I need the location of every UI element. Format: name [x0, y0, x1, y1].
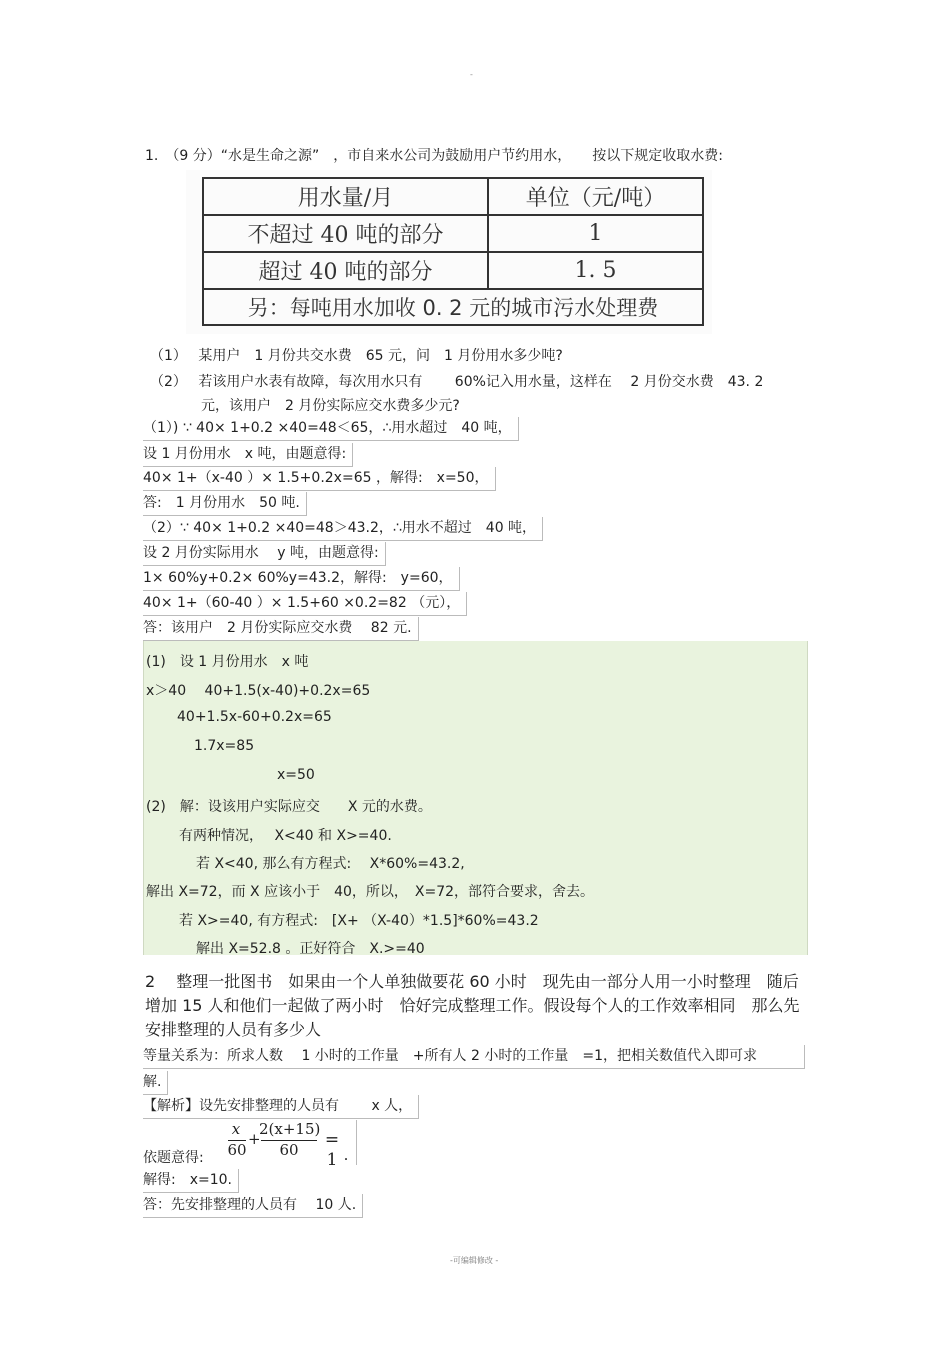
answer-line: 40× 1+（x-40 ）× 1.5+0.2x=65 ，解得: x=50， [143, 467, 496, 491]
solution-line: 若 X>=40, 有方程式: [X+ （X-40）*1.5]*60%=43.2 [179, 913, 539, 929]
table-note: 另：每吨用水加收 0. 2 元的城市污水处理费 [203, 289, 703, 325]
answer-line: 答: 1 月份用水 50 吨. [143, 492, 307, 516]
fraction-denominator: 60 [227, 1141, 247, 1159]
header-mark: - [470, 70, 473, 79]
equals-one: = 1 [324, 1130, 340, 1170]
answer-line: 答：该用户 2 月份实际应交水费 82 元. [143, 617, 419, 641]
answer-line: 设 2 月份实际用水 y 吨，由题意得: [143, 542, 386, 566]
table-header-cell: 单位（元/吨） [488, 178, 703, 215]
solution-line: (2) 解：设该用户实际应交 X 元的水费。 [146, 799, 432, 815]
sub-question-2-cont: 元，该用户 2 月份实际应交水费多少元? [201, 398, 460, 414]
solution-line: 40+1.5x-60+0.2x=65 [177, 709, 332, 725]
answer-line: （1）) ∵ 40× 1+0.2 ×40=48＜65，∴用水超过 40 吨， [143, 417, 519, 441]
answer-line: 设 1 月份用水 x 吨，由题意得: [143, 443, 353, 467]
solution-line: 若 X<40, 那么有方程式: X*60%=43.2, [196, 856, 465, 872]
answer-line: （2）∵ 40× 1+0.2 ×40=48＞43.2，∴用水不超过 40 吨， [143, 517, 543, 541]
period: . [343, 1146, 349, 1164]
page-footer: -可编辑修改 - [450, 1256, 499, 1265]
sub-question-1: （1） 某用户 1 月份共交水费 65 元，问 1 月份用水多少吨? [150, 348, 563, 364]
table-cell: 超过 40 吨的部分 [203, 252, 488, 289]
solution-line: 解出 X=52.8 。正好符合 X.>=40 [196, 941, 425, 957]
solution-line: 1.7x=85 [194, 738, 255, 754]
question-1-prompt: 1. （9 分）“水是生命之源” ，市自来水公司为鼓励用户节约用水， 按以下规定收取水费: [145, 148, 723, 164]
solution-line: 有两种情况， X<40 和 X>=40. [179, 828, 392, 844]
plus-sign: + [248, 1130, 261, 1148]
table-row [203, 252, 703, 289]
table-note-row [203, 289, 703, 325]
fraction-numerator: 2(x+15) [259, 1120, 321, 1138]
water-fee-table [202, 177, 704, 326]
solution-line: 解出 X=72，而 X 应该小于 40，所以， X=72，部符合要求，舍去。 [146, 884, 595, 900]
fraction-denominator: 60 [279, 1141, 299, 1159]
solution-line: x=50 [277, 767, 315, 783]
answer-line: 答：先安排整理的人员有 10 人. [143, 1194, 363, 1218]
table-header-row [203, 178, 703, 215]
alternate-solution-panel [143, 641, 808, 955]
question-2-prompt: 2 整理一批图书 如果由一个人单独做要花 60 小时 现先由一部分人用一小时整理 随后增加 15 人和他们一起做了两小时 恰好完成整理工作。假设每个人的工作效率相同 那么先安排整理的人员有多少人 [145, 972, 800, 1039]
fraction-numerator: x [231, 1120, 241, 1138]
answer-line: 依题意得: [143, 1150, 204, 1166]
answer-line: 【解析】设先安排整理的人员有 x 人， [143, 1095, 419, 1119]
answer-line: 40× 1+（60-40 ）× 1.5+60 ×0.2=82 （元）， [143, 592, 467, 616]
equation-formula [226, 1120, 357, 1170]
answer-line: 等量关系为：所求人数 1 小时的工作量 +所有人 2 小时的工作量 =1，把相关数值代入即可求 [143, 1045, 805, 1069]
answer-line: 1× 60%y+0.2× 60%y=43.2，解得: y=60， [143, 567, 460, 591]
sub-question-2: （2） 若该用户水表有故障，每次用水只有 60%记入用水量，这样在 2 月份交水费 43. 2 [150, 374, 764, 390]
table-row [203, 215, 703, 252]
answer-line: 解. [143, 1071, 168, 1095]
solution-line: x＞40 40+1.5(x-40)+0.2x=65 [146, 683, 371, 699]
table-cell: 不超过 40 吨的部分 [203, 215, 488, 252]
table-cell: 1. 5 [488, 252, 703, 289]
answer-line: 解得: x=10. [143, 1169, 239, 1193]
solution-line: (1) 设 1 月份用水 x 吨 [146, 654, 309, 670]
table-header-cell: 用水量/月 [203, 178, 488, 215]
table-cell: 1 [488, 215, 703, 252]
